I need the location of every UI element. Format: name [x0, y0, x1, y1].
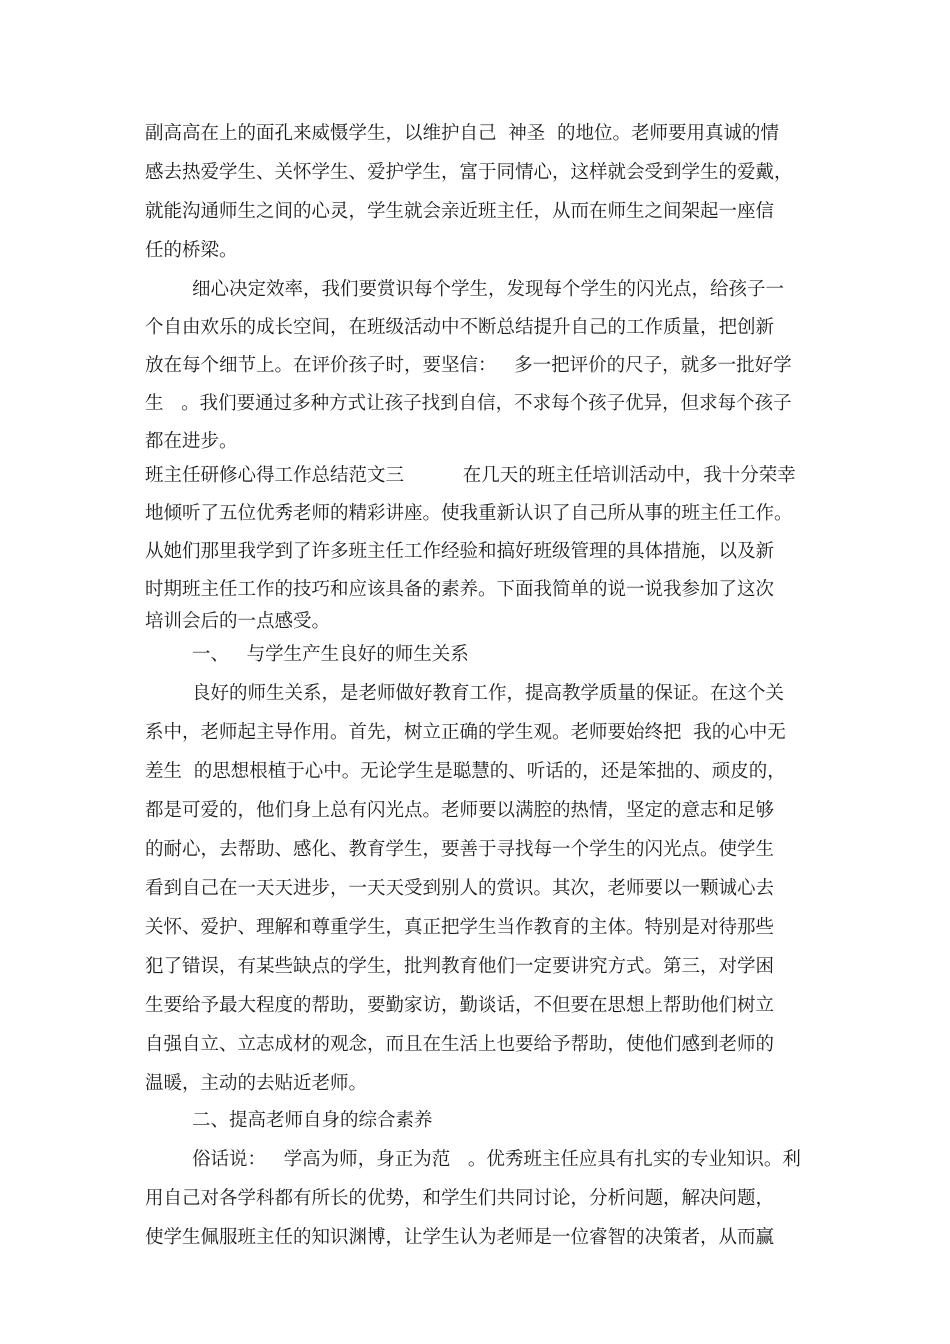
text-line: 的耐心，去帮助、感化、教育学生，要善于寻找每一个学生的闪光点。使学生	[145, 839, 775, 860]
text-line: 生要给予最大程度的帮助，要勤家访，勤谈话，不但要在思想上帮助他们树立	[145, 995, 775, 1016]
text-line: 关怀、爱护、理解和尊重学生，真正把学生当作教育的主体。特别是对待那些	[145, 917, 775, 938]
text-line: 都在进步。	[145, 431, 238, 452]
subheading: 一、 与学生产生良好的师生关系	[145, 644, 469, 665]
text-line: 温暖，主动的去贴近老师。	[145, 1073, 368, 1094]
subheading: 二、提高老师自身的综合素养	[145, 1110, 433, 1131]
text-line: 良好的师生关系，是老师做好教育工作，提高教学质量的保证。在这个关	[145, 683, 785, 704]
text-line: 放在每个细节上。在评价孩子时，要坚信： 多一把评价的尺子，就多一批好学	[145, 355, 792, 376]
text-line: 都是可爱的，他们身上总有闪光点。老师要以满腔的热情，坚定的意志和足够	[145, 800, 775, 821]
text-line: 从她们那里我学到了许多班主任工作经验和搞好班级管理的具体措施，以及新	[145, 541, 775, 562]
text-line: 副高高在上的面孔来威慑学生，以维护自己 神圣 的地位。老师要用真诚的情	[145, 123, 780, 144]
section-heading: 班主任研修心得工作总结范文三 在几天的班主任培训活动中，我十分荣幸	[145, 465, 796, 486]
text-line: 自强自立、立志成材的观念，而且在生活上也要给予帮助，使他们感到老师的	[145, 1034, 775, 1055]
text-line: 使学生佩服班主任的知识渊博，让学生认为老师是一位睿智的决策者，从而赢	[145, 1227, 775, 1248]
text-line: 俗话说： 学高为师，身正为范 。优秀班主任应具有扎实的专业知识。利	[145, 1149, 801, 1170]
text-line: 地倾听了五位优秀老师的精彩讲座。使我重新认识了自己所从事的班主任工作。	[145, 503, 793, 524]
text-line: 个自由欢乐的成长空间，在班级活动中不断总结提升自己的工作质量，把创新	[145, 317, 775, 338]
text-line: 细心决定效率，我们要赏识每个学生，发现每个学生的闪光点，给孩子一	[145, 279, 785, 300]
text-line: 系中，老师起主导作用。首先，树立正确的学生观。老师要始终把 我的心中无	[145, 722, 786, 743]
text-line: 看到自己在一天天进步，一天天受到别人的赏识。其次，老师要以一颗诚心去	[145, 878, 775, 899]
text-line: 用自己对各学科都有所长的优势，和学生们共同讨论，分析问题，解决问题，	[145, 1188, 775, 1209]
text-line: 培训会后的一点感受。	[145, 611, 331, 632]
text-line: 时期班主任工作的技巧和应该具备的素养。下面我简单的说一说我参加了这次	[145, 579, 775, 600]
text-line: 就能沟通师生之间的心灵，学生就会亲近班主任，从而在师生之间架起一座信	[145, 201, 775, 222]
text-line: 犯了错误，有某些缺点的学生，批判教育他们一定要讲究方式。第三，对学困	[145, 956, 775, 977]
text-line: 差生 的思想根植于心中。无论学生是聪慧的、听话的，还是笨拙的、顽皮的，	[145, 761, 786, 782]
text-line: 生 。我们要通过多种方式让孩子找到自信，不求每个孩子优异，但求每个孩子	[145, 393, 792, 414]
text-line: 感去热爱学生、关怀学生、爱护学生，富于同情心，这样就会受到学生的爱戴，	[145, 162, 793, 183]
text-line: 任的桥梁。	[145, 240, 238, 261]
